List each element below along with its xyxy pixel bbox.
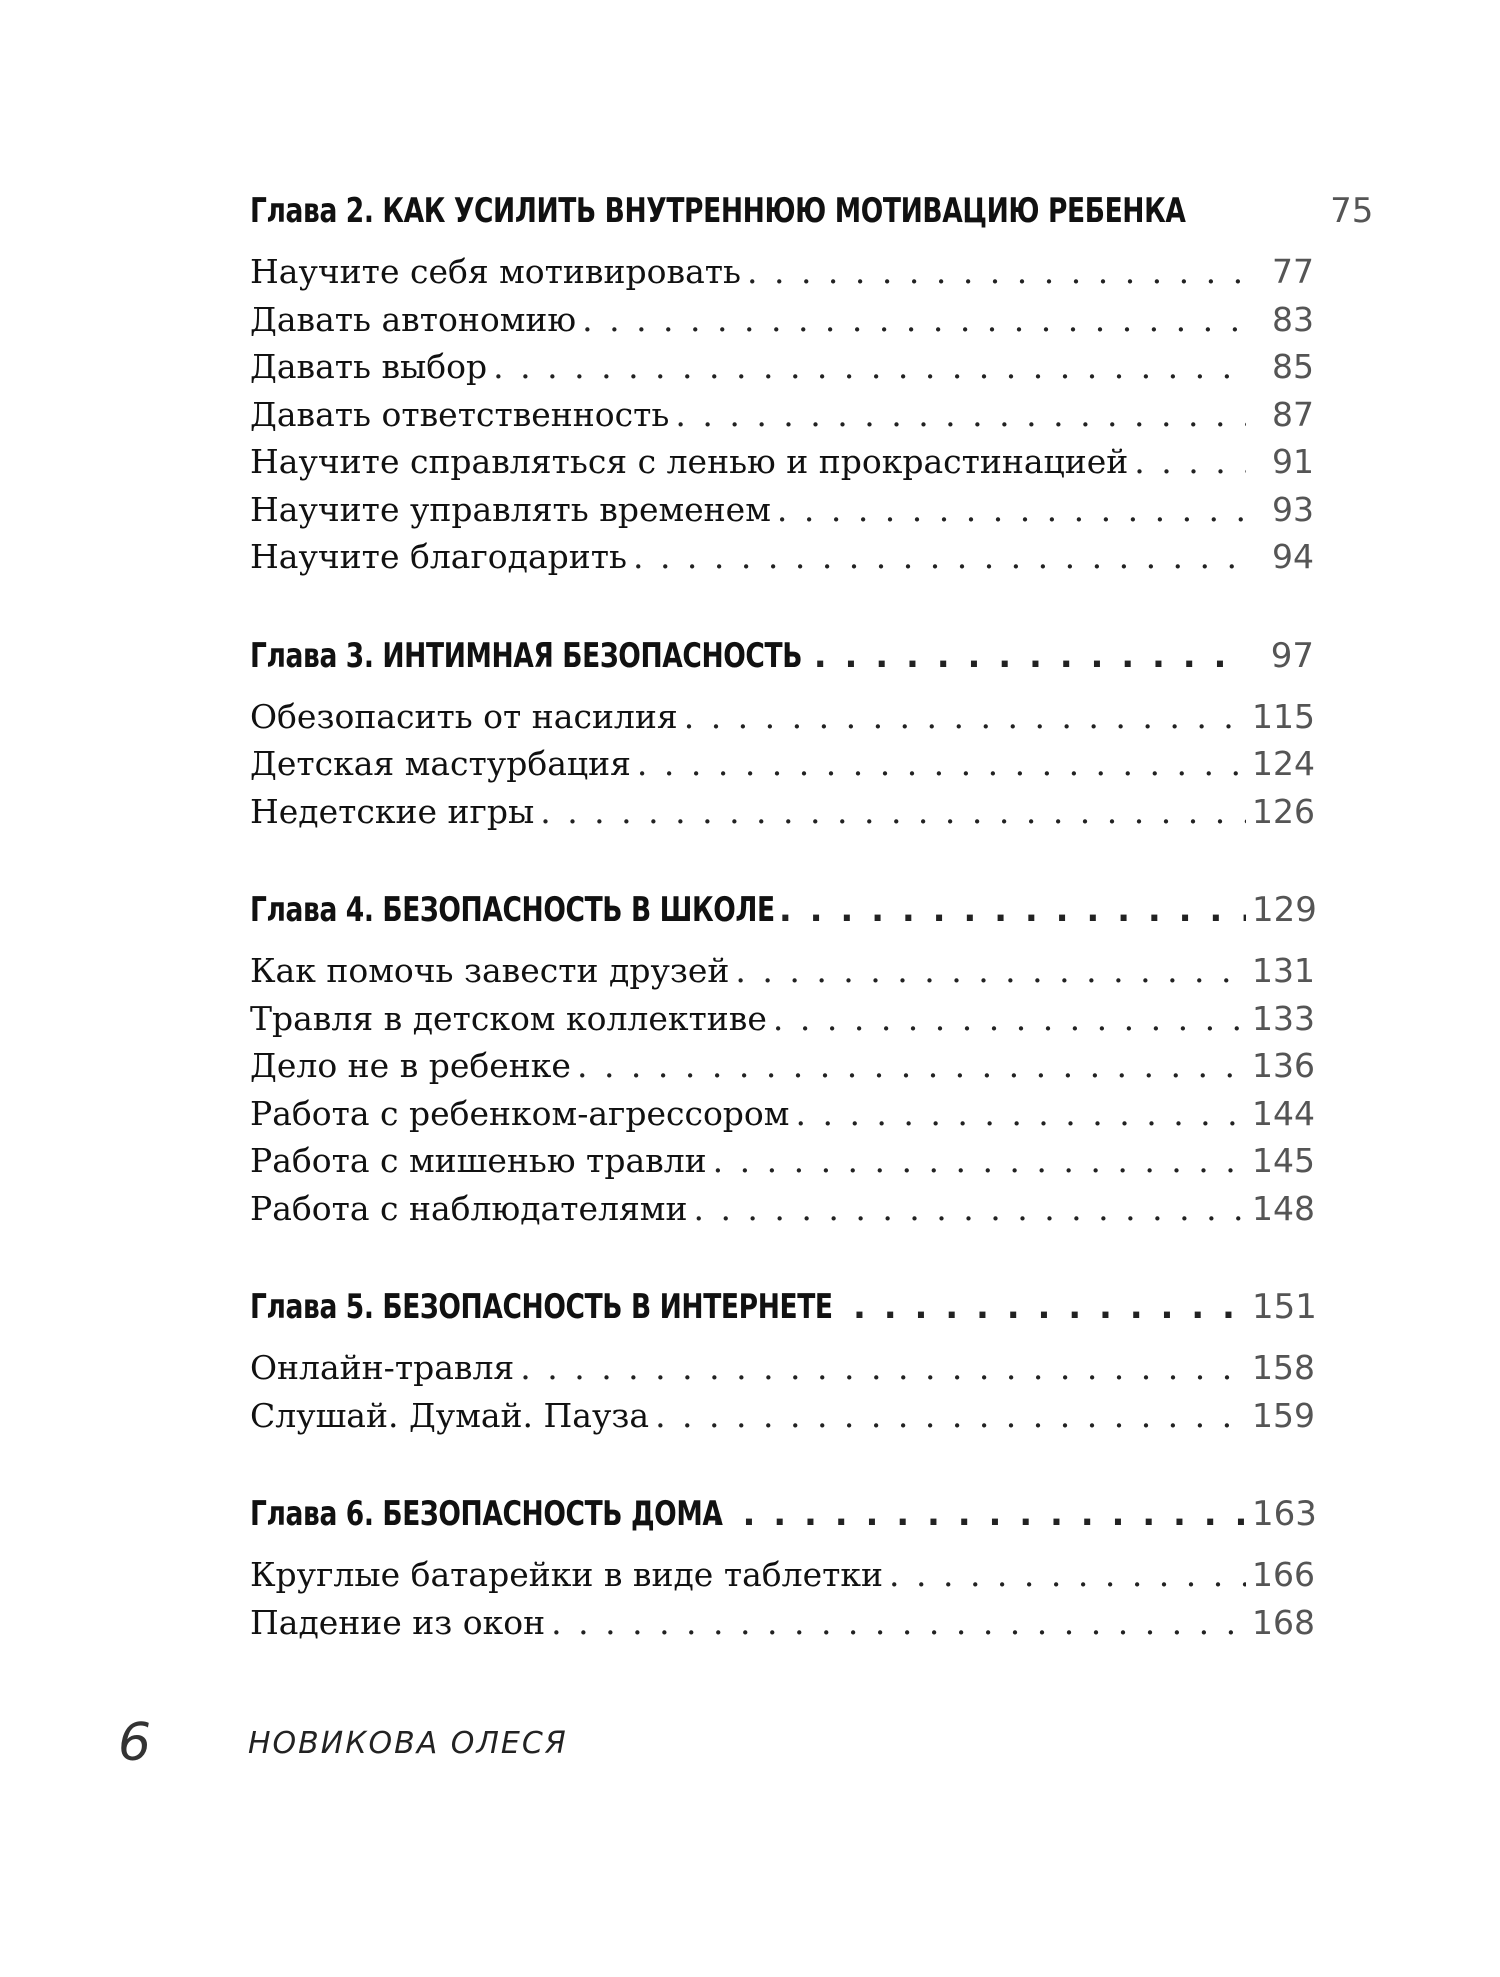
section-title: Давать автономию: [250, 299, 577, 339]
section-page-number: 131: [1252, 951, 1315, 990]
chapter-heading[interactable]: [250, 180, 1374, 242]
section-page-number: 168: [1252, 1602, 1315, 1642]
chapter-6: [250, 1483, 1317, 1646]
chapter-heading[interactable]: [250, 1483, 1317, 1545]
section-entry[interactable]: [250, 1042, 1314, 1090]
section-title: Круглые батарейки в виде таблетки: [250, 1555, 883, 1594]
dot-leader: [779, 879, 1246, 941]
dot-leader: [889, 1551, 1246, 1599]
section-entry[interactable]: [250, 1137, 1314, 1185]
section-title: Давать ответственность: [250, 394, 670, 434]
section-page-number: 144: [1252, 1093, 1315, 1133]
section-title: Падение из окон: [250, 1602, 546, 1642]
section-entry[interactable]: [250, 248, 1314, 296]
section-page-number: 159: [1252, 1395, 1315, 1435]
section-page-number: 145: [1252, 1141, 1315, 1180]
section-title: Обезопасить от насилия: [250, 696, 678, 736]
section-list: [250, 947, 1314, 1232]
dot-leader: [853, 1276, 1246, 1338]
dot-leader: [712, 1483, 1246, 1545]
section-page-number: 94: [1272, 537, 1314, 576]
dot-leader: [655, 1392, 1246, 1440]
chapter-page-number: 129: [1252, 890, 1317, 930]
section-page-number: 85: [1272, 347, 1314, 386]
dot-leader: [684, 693, 1246, 741]
section-title: Дело не в ребенке: [250, 1046, 571, 1085]
section-entry[interactable]: [250, 740, 1314, 788]
chapter-page-number: 151: [1252, 1287, 1317, 1327]
section-entry[interactable]: [250, 533, 1314, 581]
author-name: НОВИКОВА ОЛЕСЯ: [248, 1725, 568, 1761]
dot-leader: [582, 296, 1246, 344]
section-entry[interactable]: [250, 1344, 1314, 1392]
section-entry[interactable]: [250, 995, 1314, 1043]
section-entry[interactable]: [250, 1551, 1314, 1599]
dot-leader: [713, 1137, 1246, 1185]
dot-leader: [520, 1344, 1246, 1392]
section-title: Научите благодарить: [250, 537, 627, 576]
section-page-number: 87: [1272, 394, 1314, 434]
section-title: Недетские игры: [250, 791, 535, 831]
section-entry[interactable]: [250, 1599, 1314, 1647]
section-page-number: 91: [1272, 442, 1314, 481]
chapter-2: [250, 180, 1374, 581]
section-title: Травля в детском коллективе: [250, 998, 767, 1038]
chapter-page-number: 163: [1252, 1494, 1317, 1534]
section-entry[interactable]: [250, 947, 1314, 995]
section-entry[interactable]: [250, 296, 1314, 344]
chapter-5: [250, 1276, 1317, 1439]
section-page-number: 158: [1252, 1348, 1315, 1387]
section-entry[interactable]: [250, 438, 1314, 486]
dot-leader: [551, 1599, 1246, 1647]
dot-leader: [633, 533, 1246, 581]
dot-leader: [773, 995, 1246, 1043]
section-entry[interactable]: [250, 693, 1314, 741]
section-title: Научите справляться с ленью и прокрастинацией: [250, 442, 1129, 481]
chapter-heading[interactable]: [250, 879, 1317, 941]
chapter-3: [250, 625, 1314, 836]
chapter-title: Глава 3. ИНТИМНАЯ БЕЗОПАСНОСТЬ: [250, 635, 803, 676]
section-title: Научите управлять временем: [250, 489, 771, 529]
chapter-4: [250, 879, 1317, 1232]
chapter-title: Глава 4. БЕЗОПАСНОСТЬ В ШКОЛЕ: [250, 890, 775, 930]
dot-leader: [735, 947, 1246, 995]
section-page-number: 124: [1252, 744, 1315, 783]
section-entry[interactable]: [250, 1392, 1314, 1440]
chapter-heading[interactable]: [250, 1276, 1317, 1338]
page-number: 6: [118, 1713, 152, 1773]
section-page-number: 77: [1272, 252, 1314, 291]
section-entry[interactable]: [250, 788, 1314, 836]
dot-leader: [777, 486, 1246, 534]
section-page-number: 115: [1252, 696, 1315, 736]
dot-leader: [814, 625, 1246, 687]
section-title: Научите себя мотивировать: [250, 252, 741, 291]
chapter-heading[interactable]: [250, 625, 1314, 687]
chapter-page-number: 97: [1270, 635, 1314, 676]
section-title: Работа с ребенком-агрессором: [250, 1093, 790, 1133]
section-page-number: 126: [1252, 791, 1315, 831]
section-list: [250, 1551, 1314, 1646]
section-entry[interactable]: [250, 1185, 1314, 1233]
section-list: [250, 1344, 1314, 1439]
section-title: Работа с наблюдателями: [250, 1188, 688, 1228]
dot-leader: [540, 788, 1246, 836]
dot-leader: [675, 391, 1246, 439]
dot-leader: [577, 1042, 1246, 1090]
chapter-title: Глава 6. БЕЗОПАСНОСТЬ ДОМА: [250, 1494, 723, 1534]
table-of-contents: [250, 180, 1374, 1690]
dot-leader: [747, 248, 1246, 296]
dot-leader: [693, 1185, 1246, 1233]
dot-leader: [1134, 438, 1246, 486]
chapter-title: Глава 5. БЕЗОПАСНОСТЬ В ИНТЕРНЕТЕ: [250, 1287, 833, 1327]
chapter-title: Глава 2. КАК УСИЛИТЬ ВНУТРЕННЮЮ МОТИВАЦИЮ РЕБЕНКА: [250, 191, 1186, 231]
page-footer: [118, 1708, 568, 1778]
section-list: [250, 248, 1314, 581]
section-entry[interactable]: [250, 486, 1314, 534]
dot-leader: [795, 1090, 1246, 1138]
section-page-number: 83: [1272, 299, 1314, 339]
section-title: Онлайн-травля: [250, 1348, 515, 1387]
section-title: Слушай. Думай. Пауза: [250, 1395, 650, 1435]
section-title: Как помочь завести друзей: [250, 951, 730, 990]
section-entry[interactable]: [250, 1090, 1314, 1138]
dot-leader: [637, 740, 1246, 788]
section-entry[interactable]: [250, 391, 1314, 439]
section-entry[interactable]: [250, 343, 1314, 391]
section-page-number: 166: [1252, 1555, 1315, 1594]
dot-leader: [493, 343, 1246, 391]
section-page-number: 148: [1252, 1188, 1315, 1228]
section-title: Работа с мишенью травли: [250, 1141, 707, 1180]
section-title: Давать выбор: [250, 347, 488, 386]
section-page-number: 136: [1252, 1046, 1315, 1085]
section-page-number: 93: [1272, 489, 1314, 529]
section-page-number: 133: [1252, 998, 1315, 1038]
section-title: Детская мастурбация: [250, 744, 631, 783]
chapter-page-number: 75: [1330, 191, 1374, 231]
section-list: [250, 693, 1314, 836]
